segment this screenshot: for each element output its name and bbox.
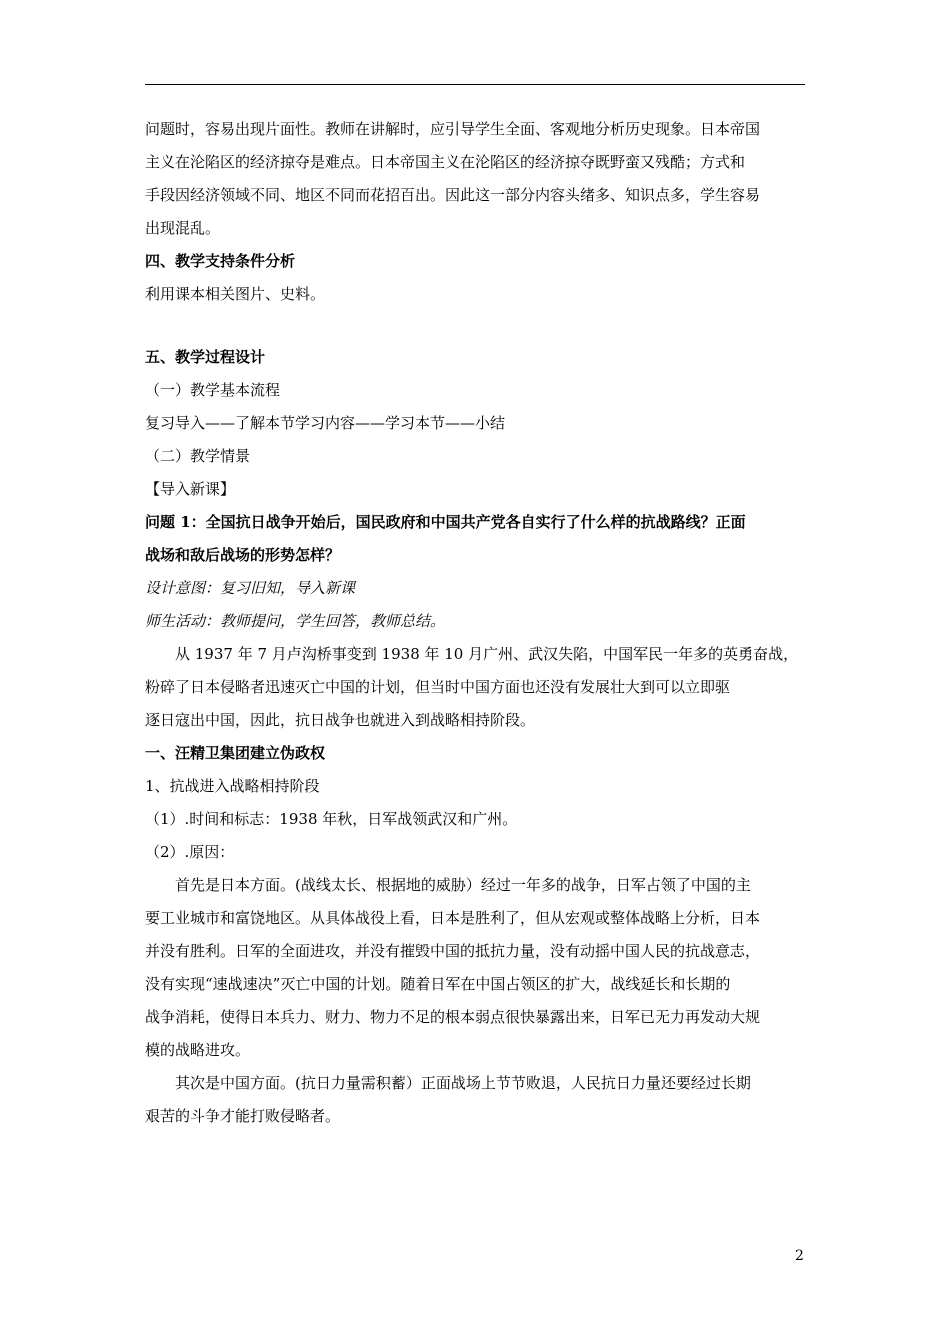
text-line: 四、教学支持条件分析 [145,252,296,270]
text-line: 从 1937 年 7 月卢沟桥事变到 1938 年 10 月广州、武汉失陷，中国军民一年多的英勇奋战， [175,645,799,663]
paragraph-gap [145,311,815,341]
text-line: 其次是中国方面。(抗日力量需积蓄）正面战场上节节败退，人民抗日力量还要经过长期 [175,1074,751,1092]
text-line: 战争消耗，使得日本兵力、财力、物力不足的根本弱点很快暴露出来，日军已无力再发动大规 [145,1008,761,1026]
text-line: （二）教学情景 [145,447,251,465]
text-line: 逐日寇出中国，因此，抗日战争也就进入到战略相持阶段。 [145,711,536,729]
text-line: 五、教学过程设计 [145,348,266,366]
text-line: 没有实现“速战速决”灭亡中国的计划。随着日军在中国占领区的扩大，战线延长和长期的 [145,975,731,993]
text-line: 艰苦的斗争才能打败侵略者。 [145,1107,341,1125]
text-line: 利用课本相关图片、史料。 [145,285,326,303]
text-line: 出现混乱。 [145,219,221,237]
text-line: 问题时，容易出现片面性。教师在讲解时，应引导学生全面、客观地分析历史现象。日本帝国 [145,120,761,138]
text-line: 首先是日本方面。(战线太长、根据地的威胁）经过一年多的战争，日军占领了中国的主 [175,876,751,894]
text-line: 师生活动：教师提问，学生回答，教师总结。 [145,612,446,630]
text-line: 手段因经济领域不同、地区不同而花招百出。因此这一部分内容头绪多、知识点多，学生容易 [145,186,761,204]
page-number: 2 [795,1248,804,1264]
document-body [145,113,815,1133]
text-line: 设计意图：复习旧知，导入新课 [145,579,356,597]
text-line: 【导入新课】 [145,480,236,498]
text-line: 问题 1：全国抗日战争开始后，国民政府和中国共产党各自实行了什么样的抗战路线？正面 [145,513,746,531]
text-line: （1）.时间和标志：1938 年秋，日军战领武汉和广州。 [145,810,518,828]
text-line: 复习导入——了解本节学习内容——学习本节——小结 [145,414,506,432]
text-line: 一、汪精卫集团建立伪政权 [145,744,326,762]
text-line: 要工业城市和富饶地区。从具体战役上看，日本是胜利了，但从宏观或整体战略上分析，日本 [145,909,761,927]
text-line: （一）教学基本流程 [145,381,281,399]
text-line: 并没有胜利。日军的全面进攻，并没有摧毁中国的抵抗力量，没有动摇中国人民的抗战意志， [145,942,761,960]
text-line: （2）.原因： [145,843,235,861]
text-line: 模的战略进攻。 [145,1041,251,1059]
text-line: 战场和敌后战场的形势怎样？ [145,546,341,564]
text-line: 1、抗战进入战略相持阶段 [145,777,320,795]
text-line: 主义在沦陷区的经济掠夺是难点。日本帝国主义在沦陷区的经济掠夺既野蛮又残酷；方式和 [145,153,746,171]
header-rule [145,84,805,85]
text-line: 粉碎了日本侵略者迅速灭亡中国的计划，但当时中国方面也还没有发展壮大到可以立即驱 [145,678,731,696]
